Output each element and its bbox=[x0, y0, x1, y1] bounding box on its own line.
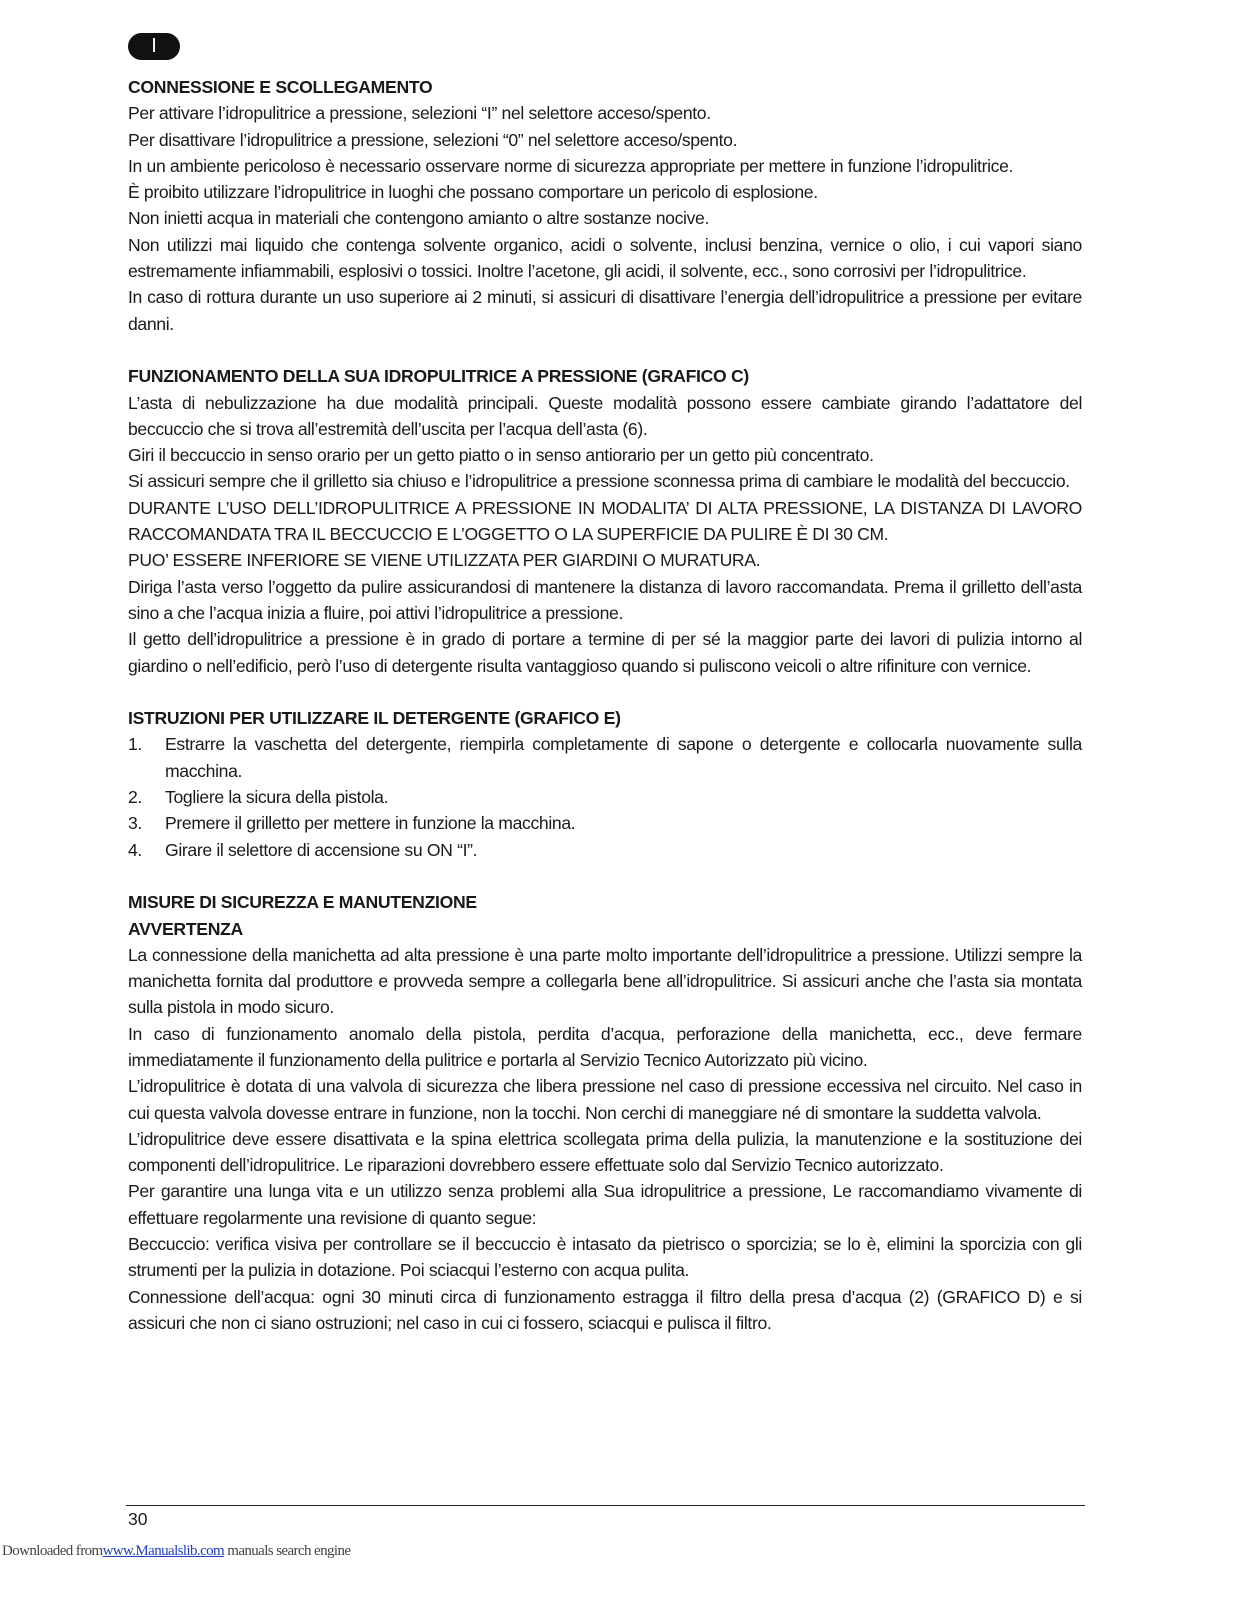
list-item-text: Togliere la sicura della pistola. bbox=[165, 787, 389, 808]
detergent-steps-list bbox=[128, 731, 1082, 862]
paragraph: La connessione della manichetta ad alta pressione è una parte molto importante dell’idropulitrice a pressione. Utilizzi sempre la manichetta fornita dal produttore e provveda sempre a collegarla bene all’idropulitrice. Si assicuri anche che l’asta sia montata sulla pistola in modo sicuro. bbox=[128, 944, 1082, 1018]
paragraph: DURANTE L’USO DELL’IDROPULITRICE A PRESSIONE IN MODALITA’ DI ALTA PRESSIONE, LA DISTANZA DI LAVORO RACCOMANDATA TRA IL BECCUCCIO E L’OGGETTO O LA SUPERFICIE DA PULIRE È DI 30 CM. bbox=[128, 497, 1082, 545]
paragraph: Beccuccio: verifica visiva per controllare se il beccuccio è intasato da pietrisco o sporcizia; se lo è, elimini la sporcizia con gli strumenti per la pulizia in dotazione. Poi sciacqui l’esterno con acqua pulita. bbox=[128, 1234, 1082, 1281]
paragraph: PUO’ ESSERE INFERIORE SE VIENE UTILIZZATA PER GIARDINI O MURATURA. bbox=[128, 550, 761, 571]
section-title-detergent: ISTRUZIONI PER UTILIZZARE IL DETERGENTE (GRAFICO E) bbox=[128, 708, 621, 729]
paragraph: Connessione dell’acqua: ogni 30 minuti circa di funzionamento estragga il filtro della presa d’acqua (2) (GRAFICO D) e si assicuri che non ci siano ostruzioni; nel caso in cui ci fossero, sciacqui e pulisca il filtro. bbox=[128, 1286, 1082, 1333]
paragraph: In caso di rottura durante un uso superiore ai 2 minuti, si assicuri di disattivare l’energia dell’idropulitrice a pressione per evitare danni. bbox=[128, 287, 1082, 334]
list-item-number: 1. bbox=[128, 734, 142, 755]
paragraph: L’idropulitrice è dotata di una valvola di sicurezza che libera pressione nel caso di pressione eccessiva nel circuito. Nel caso in cui questa valvola dovesse entrare in funzione, non la tocchi. Non cerchi di maneggiare né di smontare la suddetta valvola. bbox=[128, 1076, 1082, 1123]
footer-prefix: Downloaded from bbox=[2, 1543, 103, 1559]
paragraph: Non inietti acqua in materiali che contengono amianto o altre sostanze nocive. bbox=[128, 208, 710, 229]
section-title-operation: FUNZIONAMENTO DELLA SUA IDROPULITRICE A PRESSIONE (GRAFICO C) bbox=[128, 366, 749, 387]
paragraph: Non utilizzi mai liquido che contenga solvente organico, acidi o solvente, inclusi benzina, vernice o olio, i cui vapori siano estremamente infiammabili, esplosivi o tossici. Inoltre l’acetone, gli acidi, il solvente, ecc., sono corrosivi per l’idropulitrice. bbox=[128, 234, 1082, 282]
list-item bbox=[128, 810, 1082, 836]
list-item bbox=[128, 731, 1082, 784]
footer-divider bbox=[126, 1505, 1085, 1506]
download-footer bbox=[2, 1543, 350, 1560]
list-item-number: 2. bbox=[128, 787, 142, 808]
paragraph: Si assicuri sempre che il grilletto sia chiuso e l’idropulitrice a pressione sconnessa prima di cambiare le modalità del beccuccio. bbox=[128, 471, 1070, 492]
section-subtitle-warning: AVVERTENZA bbox=[128, 918, 243, 939]
paragraph: Diriga l’asta verso l’oggetto da pulire assicurandosi di mantenere la distanza di lavoro raccomandata. Prema il grilletto dell’asta sino a che l’acqua inizia a fluire, poi attivi l’idropulitrice a pressione. bbox=[128, 576, 1082, 623]
paragraph: È proibito utilizzare l’idropulitrice in luoghi che possano comportare un pericolo di esplosione. bbox=[128, 182, 818, 203]
list-item-number: 3. bbox=[128, 813, 142, 834]
paragraph: Per disattivare l’idropulitrice a pressione, selezioni “0” nel selettore acceso/spento. bbox=[128, 129, 738, 150]
paragraph: L’idropulitrice deve essere disattivata e la spina elettrica scollegata prima della pulizia, la manutenzione e la sostituzione dei componenti dell’idropulitrice. Le riparazioni dovrebbero essere effettuate solo dal Servizio Tecnico autorizzato. bbox=[128, 1128, 1082, 1176]
document-body bbox=[128, 74, 1082, 1336]
section-title-safety: MISURE DI SICUREZZA E MANUTENZIONE bbox=[128, 892, 477, 913]
paragraph: In un ambiente pericoloso è necessario osservare norme di sicurezza appropriate per mettere in funzione l’idropulitrice. bbox=[128, 155, 1014, 176]
page-number: 30 bbox=[128, 1509, 148, 1529]
manualslib-link[interactable]: www.Manualslib.com bbox=[102, 1543, 225, 1559]
footer-suffix: manuals search engine bbox=[224, 1543, 351, 1559]
list-item bbox=[128, 837, 1082, 863]
paragraph: Per garantire una lunga vita e un utilizzo senza problemi alla Sua idropulitrice a pressione, Le raccomandiamo vivamente di effettuare regolarmente una revisione di quanto segue: bbox=[128, 1181, 1082, 1228]
list-item-text: Premere il grilletto per mettere in funzione la macchina. bbox=[165, 813, 576, 834]
language-badge: I bbox=[128, 33, 180, 60]
paragraph: In caso di funzionamento anomalo della pistola, perdita d’acqua, perforazione della manichetta, ecc., deve fermare immediatamente il funzionamento della pulitrice e portarla al Servizio Tecnico Autorizzato più vicino. bbox=[128, 1023, 1082, 1070]
list-item bbox=[128, 784, 1082, 810]
paragraph: Giri il beccuccio in senso orario per un getto piatto o in senso antiorario per un getto più concentrato. bbox=[128, 445, 874, 466]
paragraph: L’asta di nebulizzazione ha due modalità principali. Queste modalità possono essere cambiate girando l’adattatore del beccuccio che si trova all’estremità dell’uscita per l’acqua dell’asta (6). bbox=[128, 392, 1082, 439]
list-item-text: Estrarre la vaschetta del detergente, riempirla completamente di sapone o detergente e collocarla nuovamente sulla macchina. bbox=[165, 734, 1082, 781]
section-title-connection: CONNESSIONE E SCOLLEGAMENTO bbox=[128, 77, 433, 97]
list-item-text: Girare il selettore di accensione su ON “I”. bbox=[165, 839, 478, 860]
paragraph: Per attivare l’idropulitrice a pressione, selezioni “I” nel selettore acceso/spento. bbox=[128, 103, 711, 124]
list-item-number: 4. bbox=[128, 839, 142, 860]
paragraph: Il getto dell’idropulitrice a pressione è in grado di portare a termine di per sé la maggior parte dei lavori di pulizia intorno al giardino o nell’edificio, però l’uso di detergente risulta vantaggioso quando si puliscono veicoli o altre rifiniture con vernice. bbox=[128, 629, 1082, 676]
